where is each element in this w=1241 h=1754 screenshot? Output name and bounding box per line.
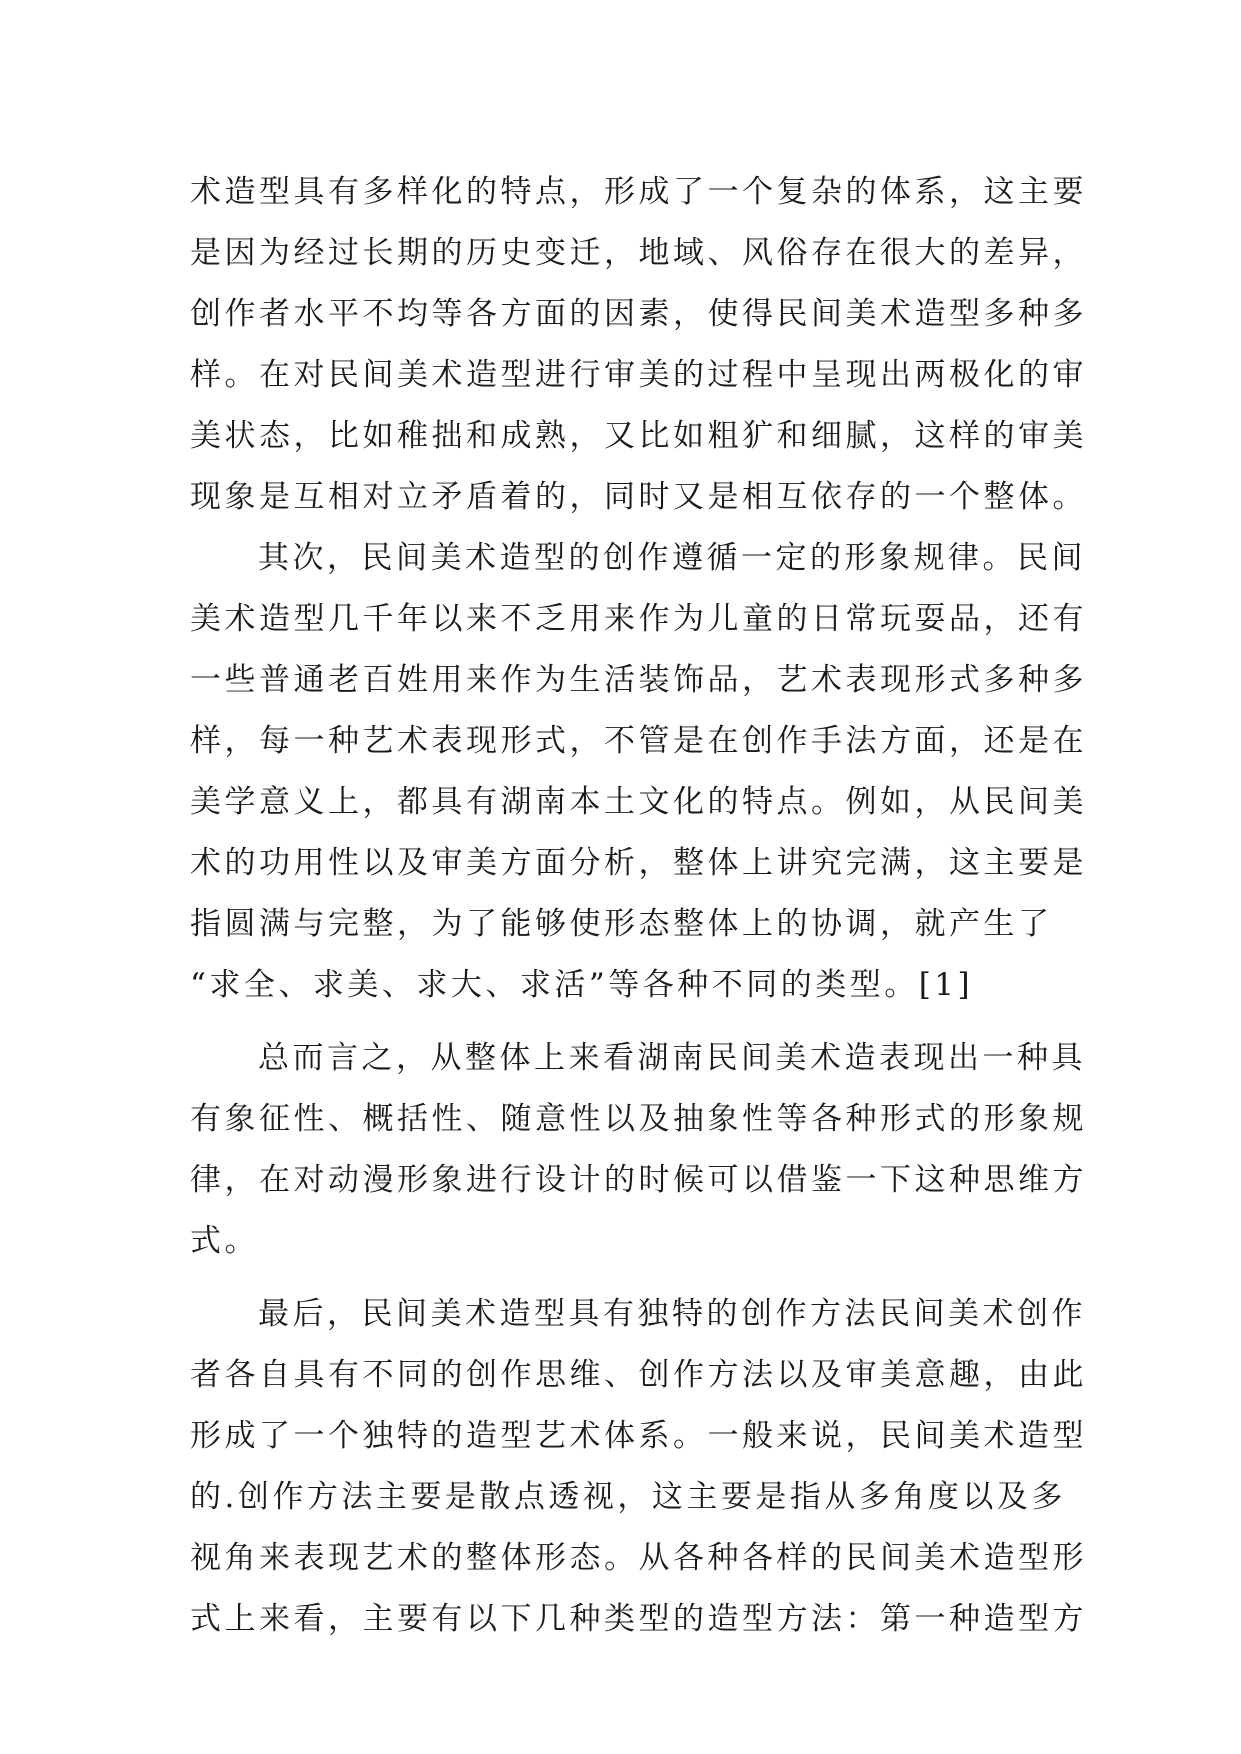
body-text — [190, 162, 1087, 1650]
paragraph — [190, 162, 1087, 528]
paragraph-gap — [190, 1272, 1066, 1284]
text-line: 式上来看，主要有以下几种类型的造型方法：第一种造型方 — [190, 1601, 1087, 1637]
text-line: 术的功用性以及审美方面分析，整体上讲究完满，这主要是 — [190, 845, 1087, 881]
text-line: 是因为经过长期的历史变迁，地域、风俗存在很大的差异， — [190, 235, 1087, 271]
text-line: 其次，民间美术造型的创作遵循一定的形象规律。民间 — [258, 540, 1086, 576]
text-line: 现象是互相对立矛盾着的，同时又是相互依存的一个整体。 — [190, 479, 1087, 515]
text-line: 样。在对民间美术造型进行审美的过程中呈现出两极化的审 — [190, 357, 1087, 393]
paragraph — [190, 1284, 1087, 1650]
text-line: 美状态，比如稚拙和成熟，又比如粗犷和细腻，这样的审美 — [190, 418, 1087, 454]
text-line: 最后，民间美术造型具有独特的创作方法民间美术创作 — [258, 1296, 1086, 1332]
text-line: 总而言之，从整体上来看湖南民间美术造表现出一种具 — [258, 1040, 1086, 1076]
text-line: 术造型具有多样化的特点，形成了一个复杂的体系，这主要 — [190, 174, 1087, 210]
text-line: 视角来表现艺术的整体形态。从各种各样的民间美术造型形 — [190, 1540, 1087, 1576]
text-line: 律，在对动漫形象进行设计的时候可以借鉴一下这种思维方 — [190, 1162, 1087, 1198]
text-line: 者各自具有不同的创作思维、创作方法以及审美意趣，由此 — [190, 1357, 1087, 1393]
paragraph — [190, 1028, 1087, 1272]
text-line: 式。 — [190, 1223, 259, 1259]
text-line: 样，每一种艺术表现形式，不管是在创作手法方面，还是在 — [190, 723, 1087, 759]
text-line: “求全、求美、求大、求活”等各种不同的类型。[1] — [190, 967, 974, 1003]
text-line: 有象征性、概括性、随意性以及抽象性等各种形式的形象规 — [190, 1101, 1087, 1137]
text-line: 美学意义上，都具有湖南本土文化的特点。例如，从民间美 — [190, 784, 1087, 820]
text-line: 美术造型几千年以来不乏用来作为儿童的日常玩耍品，还有 — [190, 601, 1087, 637]
paragraph — [190, 528, 1087, 1016]
paragraph-gap — [190, 1016, 1066, 1028]
text-line: 指圆满与完整，为了能够使形态整体上的协调，就产生了 — [190, 906, 1053, 942]
text-line: 的.创作方法主要是散点透视，这主要是指从多角度以及多 — [190, 1479, 1066, 1515]
text-line: 一些普通老百姓用来作为生活装饰品，艺术表现形式多种多 — [190, 662, 1087, 698]
text-line: 形成了一个独特的造型艺术体系。一般来说，民间美术造型 — [190, 1418, 1087, 1454]
text-line: 创作者水平不均等各方面的因素，使得民间美术造型多种多 — [190, 296, 1087, 332]
